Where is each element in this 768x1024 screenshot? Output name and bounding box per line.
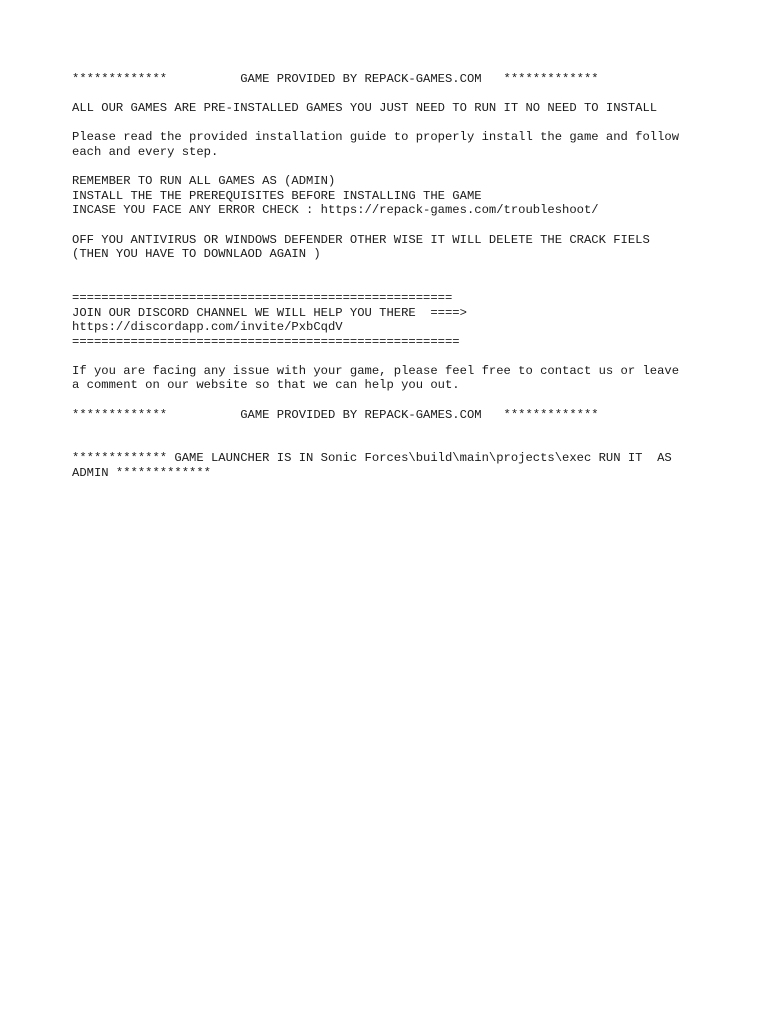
launcher-notice-line-2: ADMIN *************: [72, 466, 211, 481]
antivirus-notice-line-1: OFF YOU ANTIVIRUS OR WINDOWS DEFENDER OTHER WISE IT WILL DELETE THE CRACK FIELS: [72, 232, 650, 247]
discord-notice: JOIN OUR DISCORD CHANNEL WE WILL HELP YOU THERE ====>: [72, 305, 467, 320]
contact-notice-line-1: If you are facing any issue with your game, please feel free to contact us or leave: [72, 363, 680, 378]
guide-notice-line-1: Please read the provided installation guide to properly install the game and follow: [72, 130, 680, 145]
divider-top: ====================================================: [72, 290, 453, 305]
preinstalled-notice: ALL OUR GAMES ARE PRE-INSTALLED GAMES YOU JUST NEED TO RUN IT NO NEED TO INSTALL: [72, 101, 658, 116]
troubleshoot-notice: INCASE YOU FACE ANY ERROR CHECK : https://repack-games.com/troubleshoot/: [72, 203, 599, 218]
admin-notice: REMEMBER TO RUN ALL GAMES AS (ADMIN): [72, 174, 336, 189]
spacer: [72, 349, 712, 364]
document-page: [72, 72, 712, 481]
spacer: [72, 422, 712, 451]
spacer: [72, 87, 712, 102]
antivirus-notice-line-2: (THEN YOU HAVE TO DOWNLAOD AGAIN ): [72, 247, 321, 262]
banner-bottom: ************* GAME PROVIDED BY REPACK-GAMES.COM *************: [72, 407, 599, 422]
spacer: [72, 116, 712, 131]
discord-url: https://discordapp.com/invite/PxbCqdV: [72, 320, 343, 335]
spacer: [72, 393, 712, 408]
prerequisites-notice: INSTALL THE THE PREREQUISITES BEFORE INSTALLING THE GAME: [72, 188, 482, 203]
contact-notice-line-2: a comment on our website so that we can help you out.: [72, 378, 460, 393]
spacer: [72, 218, 712, 233]
launcher-notice-line-1: ************* GAME LAUNCHER IS IN Sonic Forces\build\main\projects\exec RUN IT AS: [72, 451, 672, 466]
divider-bottom: =====================================================: [72, 334, 460, 349]
banner-top: ************* GAME PROVIDED BY REPACK-GAMES.COM *************: [72, 72, 599, 86]
spacer: [72, 160, 712, 175]
spacer: [72, 262, 712, 291]
guide-notice-line-2: each and every step.: [72, 144, 219, 159]
